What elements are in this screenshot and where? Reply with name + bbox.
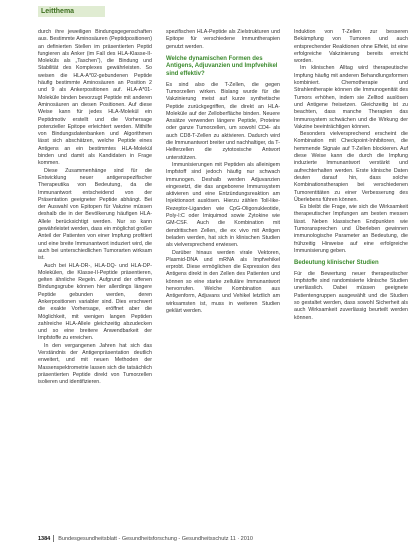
section-heading: Bedeutung klinischer Studien bbox=[294, 260, 379, 267]
page-number: 1384 bbox=[38, 536, 51, 542]
paragraph: spezifischen HLA-Peptide als Zielstrukturen und Epitope für verschiedene Immuntherapien genutzt werden. bbox=[166, 29, 280, 50]
section-heading: Welche dynamischen Formen des Antigens, Adjuvanzien und Impfvehikel sind effektiv? bbox=[166, 55, 278, 78]
page-footer bbox=[38, 535, 408, 544]
paragraph: durch ihre jeweiligen Bindungsgegenschaften aus. Bestimmte Aminosäuren (Peptidpositionen) an definierten Stellen im präsentierten Peptid fungieren als Anker (im Fall des HLA-Klasse-II-Moleküls als „Taschen“), die Bindung und Stabilität des Komplexes gewährleisten. So weisen die HLA-A*02-gebundenen Peptide häufig bestimmte Aminosäuren an Position 2 und 9 als Ankerpositionen auf. HLA-A*01-Moleküle binden bevorzugt Peptide mit anderen Aminosäuren an diesen Positionen. Auf diese Weise kann für jedes HLA-Molekül ein Peptidmotiv erstellt und die Vorhersage potenzieller Epitope erleichtert werden. Mithilfe von Bindungsdatenbanken und Algorithmen lässt sich abschätzen, welche Peptide eines Antigens an ein bestimmtes HLA-Molekül binden und damit als Kandidaten in Frage kommen. bbox=[38, 29, 152, 167]
journal-citation: Bundesgesundheitsblatt - Gesundheitsforschung - Gesundheitsschutz 11 · 2010 bbox=[58, 536, 253, 542]
paragraph: Auch bei HLA-DR-, HLA-DQ- und HLA-DP-Molekülen, die Klasse-II-Peptide präsentieren, gelten ähnliche Regeln. Aufgrund der offenen Bindungsgrube können hier allerdings längere Peptide gebunden werden, deren Ankerpositionen variabler sind. Dies erschwert die exakte Vorhersage, eröffnet aber die Möglichkeit, mit wenigen langen Peptiden zahlreiche HLA-Allele gleichzeitig abzudecken und so eine breitere Anwendbarkeit der Impfstoffe zu erreichen. bbox=[38, 262, 152, 342]
paragraph: In den vergangenen Jahren hat sich das Verständnis der Antigenpräsentation deutlich erweitert, und mit neuen Methoden der Massenspektrometrie lassen sich die tatsächlich präsentierten Peptide direkt von Tumorzellen isolieren und identifizieren. bbox=[38, 342, 152, 386]
text-column-2 bbox=[166, 29, 280, 315]
paragraph: Darüber hinaus werden virale Vektoren, Plasmid-DNA und mRNA als Impfvehikel erprobt. Diese ermöglichen die Expression des Antigens direkt in den Zellen des Patienten und können so eine starke zelluläre Immunantwort hervorrufen. Welche Kombination aus Antigenform, Adjuvans und Vehikel letztlich am wirksamsten ist, muss in weiteren Studien geklärt werden. bbox=[166, 249, 280, 314]
paragraph: Induktion von T-Zellen zur besseren Bekämpfung von Tumoren und auch entsprechender Reaktionen ohne Effekt, ist eine erfolgreiche Vakzinierung bereits erreicht worden. bbox=[294, 29, 408, 65]
paragraph: Besonders vielversprechend erscheint die Kombination mit Checkpoint-Inhibitoren, die hemmende Signale auf T-Zellen blockieren. Auf diese Weise kann die durch die Impfung induzierte Immunantwort verstärkt und aufrechterhalten werden. Erste klinische Daten deuten darauf hin, dass solche Kombinationstherapien bei verschiedenen Tumorentitäten zu einer Verbesserung des Überlebens führen können. bbox=[294, 131, 408, 203]
paragraph: Es bleibt die Frage, wie sich die Wirksamkeit therapeutischer Impfungen am besten messen lässt. Neben klassischen Endpunkten wie Tumoransprechen und Überleben gewinnen immunologische Parameter an Bedeutung, die frühzeitig Hinweise auf eine erfolgreiche Immunisierung geben. bbox=[294, 204, 408, 254]
paragraph: Diese Zusammenhänge sind für die Entwicklung neuer antigenspezifischer Therapeutika von Bedeutung, da die Immunantwort entscheidend von der Präsentation geeigneter Peptide abhängt. Bei der Auswahl von Epitopen für Vakzine müssen deshalb die in der Bevölkerung häufigen HLA-Allele berücksichtigt werden. Nur so kann gewährleistet werden, dass ein möglichst großer Anteil der Patienten von einer Impfung profitiert und eine breite Immunantwort induziert wird, die auch bei unterschiedlichen Tumorarten wirksam ist. bbox=[38, 167, 152, 262]
text-column-1 bbox=[38, 29, 152, 387]
page-header bbox=[0, 0, 413, 22]
paragraph: Im klinischen Alltag wird therapeutische Impfung häufig mit anderen Behandlungsformen kombiniert. Chemotherapie und Strahlentherapie können die Immunogenität des Tumors erhöhen, indem sie Zelltod auslösen und Antigene freisetzen. Gleichzeitig ist zu beachten, dass manche Therapien das Immunsystem schwächen und die Wirkung der Vakzine beeinträchtigen können. bbox=[294, 65, 408, 130]
text-column-3 bbox=[294, 29, 408, 322]
paragraph: Immunisierungen mit Peptiden als alleinigem Impfstoff sind jedoch häufig nur schwach immunogen. Deshalb werden Adjuvanzien eingesetzt, die das angeborene Immunsystem aktivieren und eine Entzündungsreaktion am Injektionsort auslösen. Hierzu zählen Toll-like-Rezeptor-Liganden wie CpG-Oligonukleotide, Poly-I:C oder Imiquimod sowie Zytokine wie GM-CSF. Auch die Kombination mit dendritischen Zellen, die ex vivo mit Antigen beladen werden, hat sich in klinischen Studien als vielversprechend erwiesen. bbox=[166, 161, 280, 249]
footer-divider bbox=[53, 535, 54, 542]
section-tag: Leitthema bbox=[38, 6, 105, 17]
paragraph: Für die Bewertung neuer therapeutischer Impfstoffe sind randomisierte klinische Studien unerlässlich. Dabei müssen geeignete Patientengruppen ausgewählt und die Studien so gestaltet werden, dass sowohl Sicherheit als auch Wirksamkeit zuverlässig beurteilt werden können. bbox=[294, 270, 408, 321]
paragraph: Es sind also die T-Zellen, die gegen Tumorzellen wirken. Bislang wurde für die Vakzinierung meist auf kurze synthetische Peptide zurückgegriffen, die direkt an HLA-Moleküle auf der Zelloberfläche binden. Neuere Ansätze verwenden längere Peptide, Proteine oder ganze Tumorzellen, um sowohl CD4- als auch CD8-T-Zellen zu aktivieren. Dadurch wird die Immunantwort breiter und nachhaltiger, da T-Helferzellen die zytotoxische Antwort unterstützen. bbox=[166, 81, 280, 161]
